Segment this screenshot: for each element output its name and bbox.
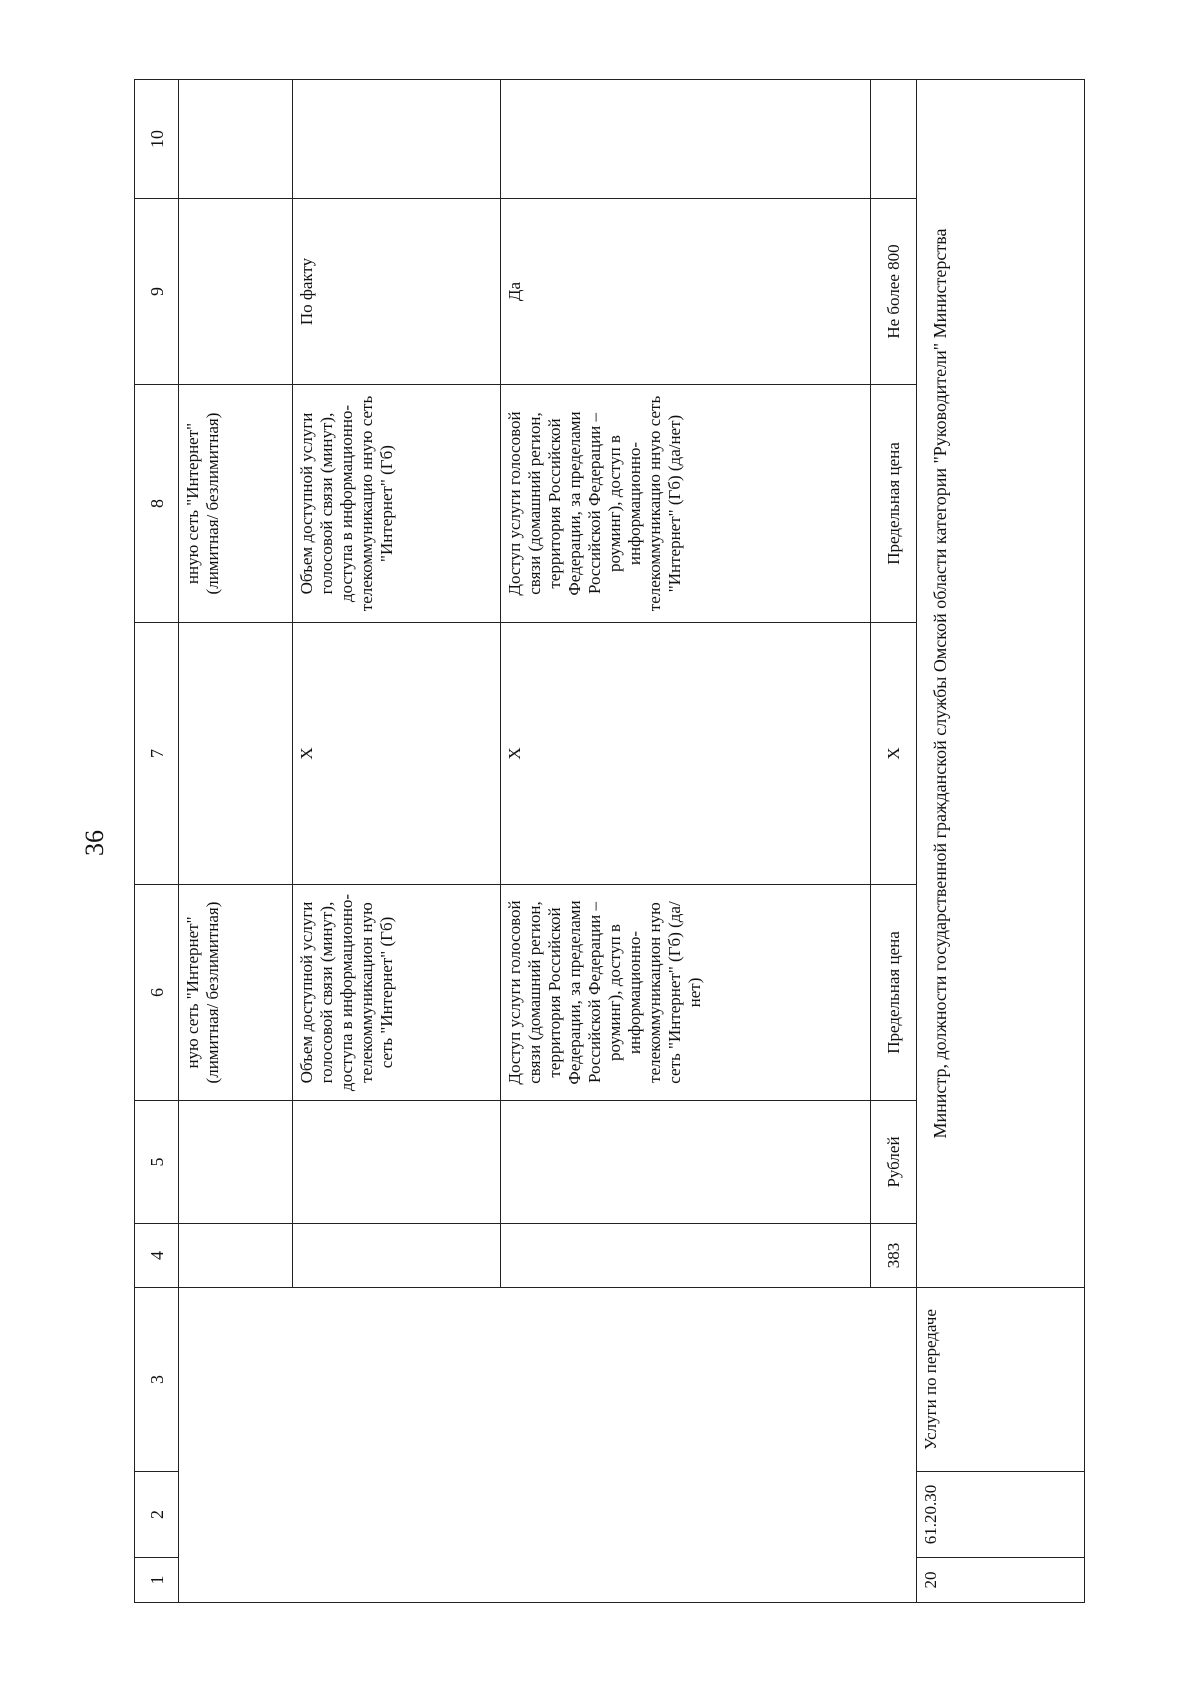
cell-c8: Предельная цена bbox=[871, 385, 917, 623]
table-row bbox=[179, 80, 293, 1603]
header-cell: 6 bbox=[135, 885, 179, 1101]
table-row bbox=[917, 80, 1085, 1603]
empty-cell bbox=[293, 1224, 501, 1288]
rotated-table-sheet bbox=[134, 80, 1084, 1603]
cell-c7: X bbox=[293, 623, 501, 885]
empty-cell bbox=[179, 623, 293, 885]
header-row bbox=[135, 80, 179, 1603]
empty-cell bbox=[871, 80, 917, 199]
empty-cell bbox=[293, 1101, 501, 1224]
header-cell: 5 bbox=[135, 1101, 179, 1224]
cell-c8: нную сеть "Интернет" (лимитная/ безлимитная) bbox=[179, 385, 293, 623]
header-cell: 1 bbox=[135, 1558, 179, 1603]
empty-cell bbox=[179, 1288, 917, 1603]
empty-cell bbox=[179, 80, 293, 199]
empty-cell bbox=[179, 1224, 293, 1288]
cell-c7: X bbox=[501, 623, 871, 885]
empty-cell bbox=[293, 80, 501, 199]
cell-c4: 383 bbox=[871, 1224, 917, 1288]
header-cell: 8 bbox=[135, 385, 179, 623]
cell-c8: Объем доступной услуги голосовой связи (минут), доступа в информационно-телекоммуникацио нную сеть "Интернет" (Гб) bbox=[293, 385, 501, 623]
cell-c8: Доступ услуги голосовой связи (домашний регион, территория Российской Федерации, за пределами Российской Федерации – роуминг), доступ в информационно-телекоммуникацио нную сеть "Интернет" (Гб) (да/нет) bbox=[501, 385, 871, 623]
header-cell: 10 bbox=[135, 80, 179, 199]
cell-c9: Да bbox=[501, 199, 871, 385]
header-cell: 7 bbox=[135, 623, 179, 885]
row-number: 20 bbox=[917, 1558, 1085, 1603]
cell-c9: По факту bbox=[293, 199, 501, 385]
cell-c6: Объем доступной услуги голосовой связи (минут), доступа в информационно-телекоммуникацион ную сеть "Интернет" (Гб) bbox=[293, 885, 501, 1101]
empty-cell bbox=[501, 1224, 871, 1288]
position-category: Министр, должности государственной гражданской службы Омской области категории "Руководители" Министерства bbox=[917, 80, 1085, 1288]
empty-cell bbox=[179, 1101, 293, 1224]
page-number: 36 bbox=[80, 830, 109, 856]
okpd-code: 61.20.30 bbox=[917, 1472, 1085, 1558]
service-name: Услуги по передаче bbox=[917, 1288, 1085, 1472]
requirements-table bbox=[134, 79, 1085, 1603]
header-cell: 3 bbox=[135, 1288, 179, 1472]
empty-cell bbox=[501, 1101, 871, 1224]
empty-cell bbox=[179, 199, 293, 385]
cell-c6: ную сеть "Интернет" (лимитная/ безлимитная) bbox=[179, 885, 293, 1101]
cell-c9: Не более 800 bbox=[871, 199, 917, 385]
cell-c6: Доступ услуги голосовой связи (домашний регион, территория Российской Федерации, за пределами Российской Федерации – роуминг), доступ в информационно-телекоммуникацион ную сеть "Интернет" (Гб) (да/нет) bbox=[501, 885, 871, 1101]
header-cell: 4 bbox=[135, 1224, 179, 1288]
cell-c7: X bbox=[871, 623, 917, 885]
empty-cell bbox=[501, 80, 871, 199]
cell-c5: Рублей bbox=[871, 1101, 917, 1224]
header-cell: 2 bbox=[135, 1472, 179, 1558]
cell-c6: Предельная цена bbox=[871, 885, 917, 1101]
header-cell: 9 bbox=[135, 199, 179, 385]
